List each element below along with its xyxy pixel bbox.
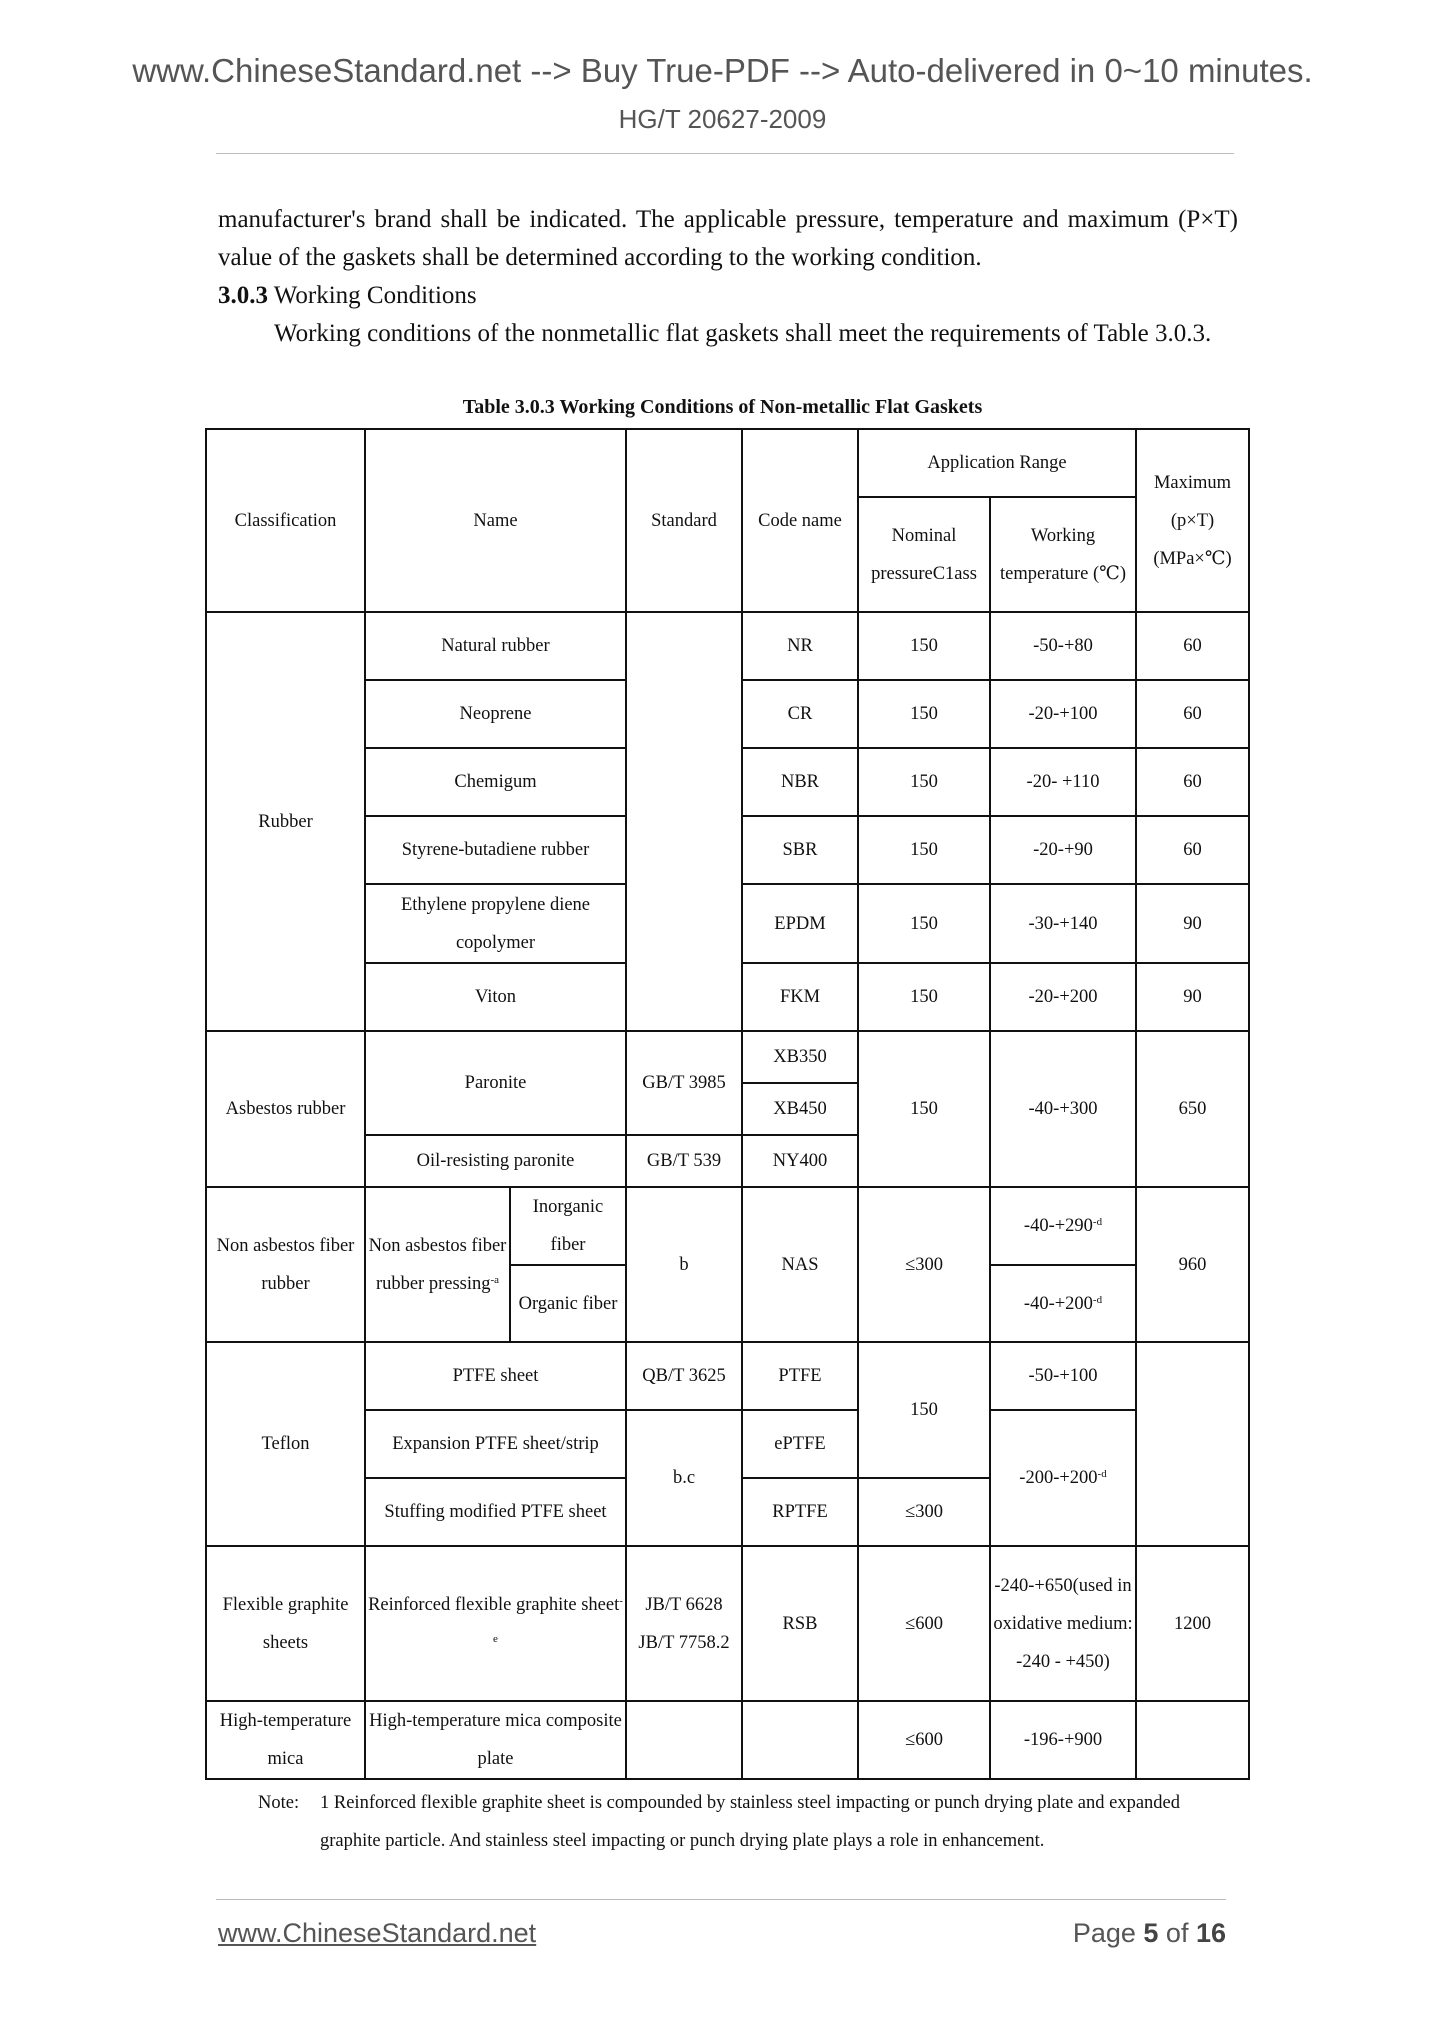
footnote-mark: -d [1092,1293,1103,1306]
max-cell [1136,1701,1249,1779]
table-note [258,1784,1238,1860]
note-text: 1 Reinforced flexible graphite sheet is compounded by stainless steel impacting or punch drying plate and expanded graphite particle. And stainless steel impacting or punch drying plate plays a role in enhancement. [320,1793,1181,1851]
footnote-mark: -a [490,1273,500,1286]
name-cell: Natural rubber [365,612,626,680]
temp-cell: -20-+200 [990,963,1136,1031]
code-cell: RSB [742,1546,858,1701]
name-cell [365,1187,510,1342]
standard-cell: QB/T 3625 [626,1342,742,1410]
pressure-cell: 150 [858,963,990,1031]
standard-cell [626,1546,742,1701]
code-cell: FKM [742,963,858,1031]
temp-text: -40-+290 [1023,1216,1093,1236]
temp-cell: -20- +110 [990,748,1136,816]
section-title: Working Conditions [268,282,477,309]
pressure-cell: ≤600 [858,1701,990,1779]
col-header-max-pt: Maximum (p×T) (MPa×℃) [1136,429,1249,612]
name-cell: High-temperature mica composite plate [365,1701,626,1779]
page-indicator [1073,1918,1226,1949]
temp-cell: -240-+650(used in oxidative medium: -240 - +450) [990,1546,1136,1701]
section-number: 3.0.3 [218,282,268,309]
footnote-mark: -d [1092,1216,1103,1228]
col-header-classification: Classification [206,429,365,612]
name-cell: Oil-resisting paronite [365,1135,626,1187]
class-rubber: Rubber [206,612,365,1031]
standard-cell [626,612,742,1031]
standard-line: JB/T 7758.2 [638,1632,730,1653]
code-cell: NY400 [742,1135,858,1187]
code-cell: PTFE [742,1342,858,1410]
name-cell: Paronite [365,1031,626,1135]
code-cell: NR [742,612,858,680]
pressure-cell: 150 [858,1342,990,1478]
name-cell: Ethylene propylene diene copolymer [365,884,626,963]
gasket-table [205,428,1250,1780]
name-cell: PTFE sheet [365,1342,626,1410]
pressure-cell: ≤600 [858,1546,990,1701]
page-prefix: Page [1072,1918,1144,1948]
subname-cell: Organic fiber [510,1265,626,1342]
class-mica: High-temperature mica [206,1701,365,1779]
pressure-cell: 150 [858,884,990,963]
temp-cell [990,1187,1136,1265]
max-cell: 960 [1136,1187,1249,1342]
col-header-nominal: Nominal pressureC1ass [858,497,990,612]
temp-text: -200-+200 [1019,1468,1098,1488]
col-header-name: Name [365,429,626,612]
temp-cell: -20-+90 [990,816,1136,884]
max-cell [1136,1342,1249,1546]
temp-cell: -40-+300 [990,1031,1136,1187]
code-cell [742,1701,858,1779]
subname-cell: Inorganic fiber [510,1187,626,1265]
header-divider [216,153,1234,154]
header-banner[interactable]: www.ChineseStandard.net --> Buy True-PDF --> Auto-delivered in 0~10 minutes. [132,52,1313,89]
col-header-code: Code name [742,429,858,612]
name-cell: Chemigum [365,748,626,816]
standard-cell: GB/T 539 [626,1135,742,1187]
code-cell: NAS [742,1187,858,1342]
pressure-cell: ≤300 [858,1478,990,1546]
temp-cell: -50-+80 [990,612,1136,680]
footer-divider [216,1899,1226,1900]
pressure-cell: 150 [858,680,990,748]
name-cell [365,1546,626,1701]
max-cell: 1200 [1136,1546,1249,1701]
name-cell: Viton [365,963,626,1031]
doc-id: HG/T 20627-2009 [618,104,827,134]
name-text: Reinforced flexible graphite sheet [368,1594,620,1615]
pressure-cell: ≤300 [858,1187,990,1342]
temp-cell: -50-+100 [990,1342,1136,1410]
temp-cell: -196-+900 [990,1701,1136,1779]
pressure-cell: 150 [858,1031,990,1187]
col-header-app-range: Application Range [858,429,1136,497]
class-teflon: Teflon [206,1342,365,1546]
code-cell: CR [742,680,858,748]
paragraph-2: Working conditions of the nonmetallic flat gaskets shall meet the requirements of Table 3.0.3. [274,320,1212,347]
class-graphite: Flexible graphite sheets [206,1546,365,1701]
max-cell: 60 [1136,816,1249,884]
name-cell: Stuffing modified PTFE sheet [365,1478,626,1546]
name-cell: Styrene-butadiene rubber [365,816,626,884]
max-cell: 90 [1136,884,1249,963]
pressure-cell: 150 [858,612,990,680]
section-heading [218,277,1238,315]
max-cell: 60 [1136,612,1249,680]
max-cell: 60 [1136,748,1249,816]
col-header-standard: Standard [626,429,742,612]
code-cell: XB350 [742,1031,858,1083]
temp-cell: -30-+140 [990,884,1136,963]
note-label: Note: [258,1793,300,1813]
pressure-cell: 150 [858,816,990,884]
footnote-mark: -e [493,1594,623,1645]
class-non-asbestos: Non asbestos fiber rubber [206,1187,365,1342]
standard-cell: b [626,1187,742,1342]
page-of: of [1158,1918,1196,1948]
code-cell: SBR [742,816,858,884]
standard-line: JB/T 6628 [645,1594,723,1615]
name-text: Non asbestos fiber rubber pressing [368,1235,507,1294]
code-cell: NBR [742,748,858,816]
max-cell: 90 [1136,963,1249,1031]
name-cell: Neoprene [365,680,626,748]
code-cell: XB450 [742,1083,858,1135]
col-header-working-temp: Working temperature (℃) [990,497,1136,612]
footnote-mark: -d [1097,1468,1107,1480]
max-cell: 60 [1136,680,1249,748]
temp-text: -40-+200 [1023,1293,1093,1314]
pressure-cell: 150 [858,748,990,816]
footer-site-link[interactable]: www.ChineseStandard.net [218,1918,537,1948]
temp-cell [990,1265,1136,1342]
standard-cell [626,1701,742,1779]
page-total: 16 [1195,1918,1226,1948]
code-cell: RPTFE [742,1478,858,1546]
name-cell: Expansion PTFE sheet/strip [365,1410,626,1478]
code-cell: EPDM [742,884,858,963]
code-cell: ePTFE [742,1410,858,1478]
standard-cell: GB/T 3985 [626,1031,742,1135]
class-asbestos: Asbestos rubber [206,1031,365,1187]
page-number: 5 [1143,1918,1159,1948]
temp-cell: -20-+100 [990,680,1136,748]
table-caption: Table 3.0.3 Working Conditions of Non-metallic Flat Gaskets [462,396,983,418]
temp-cell [990,1410,1136,1546]
standard-cell: b.c [626,1410,742,1546]
max-cell: 650 [1136,1031,1249,1187]
paragraph-1: manufacturer's brand shall be indicated. The applicable pressure, temperature and maximum (P×T) value of the gaskets shall be determined according to the working condition. [218,206,1238,271]
